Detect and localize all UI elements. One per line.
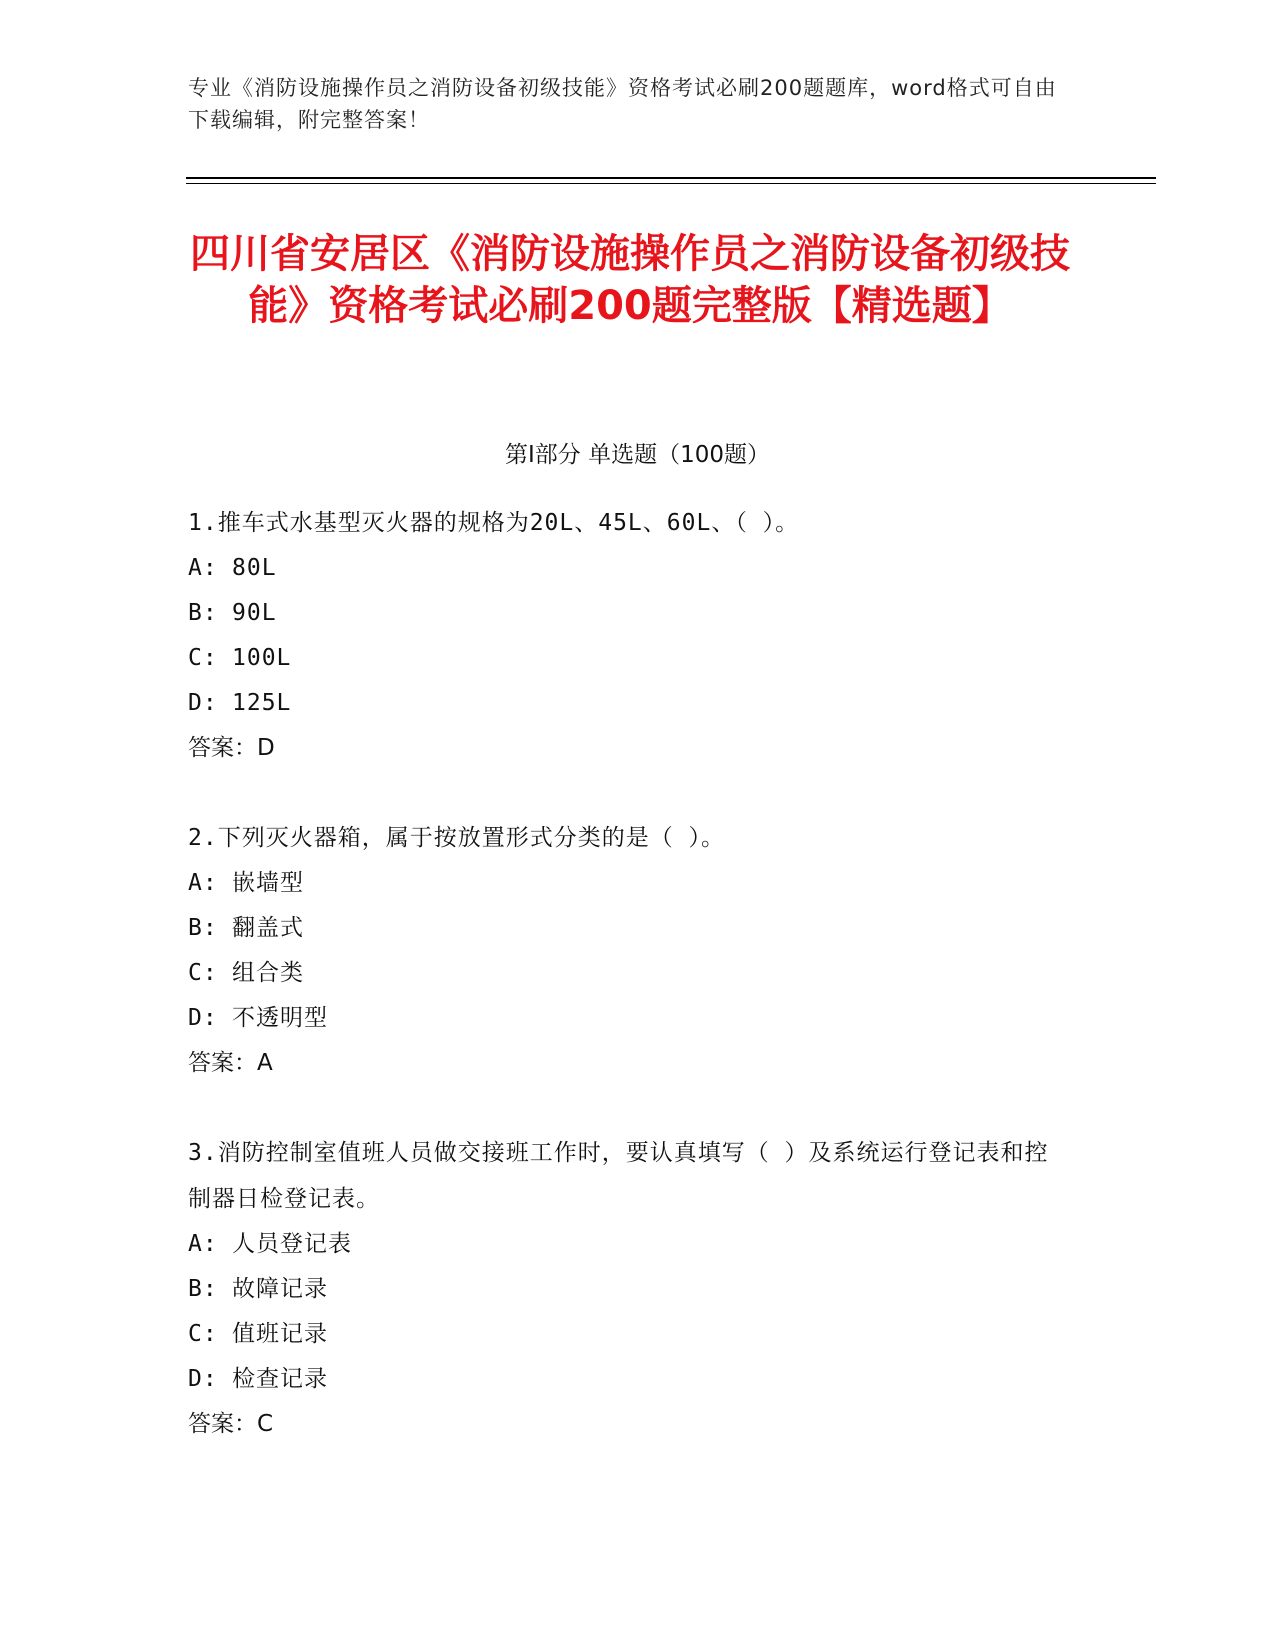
question-3 [188,1130,1068,1447]
question-1 [188,500,1068,771]
question-2 [188,815,1068,1086]
option-a [188,861,1068,906]
option-letter: B: [188,600,218,626]
option-d [188,1357,1068,1402]
option-text: 125L [232,690,292,716]
option-text: 组合类 [232,960,304,986]
option-letter: C: [188,960,218,986]
option-b [188,591,1068,636]
header-divider-thick [186,177,1156,179]
option-letter: C: [188,645,218,671]
option-letter: B: [188,915,218,941]
option-text: 值班记录 [232,1321,328,1347]
option-text: 嵌墙型 [232,870,304,896]
option-letter: D: [188,690,218,716]
question-stem: 1.推车式水基型灭火器的规格为20L、45L、60L、（ ）。 [188,510,800,536]
answer: 答案：A [188,1050,273,1076]
answer: 答案：C [188,1411,274,1437]
document-title: 四川省安居区《消防设施操作员之消防设备初级技能》资格考试必刷200题完整版【精选题】 [190,231,1070,329]
option-text: 翻盖式 [232,915,304,941]
option-d [188,996,1068,1041]
option-d [188,681,1068,726]
option-text: 100L [232,645,292,671]
option-text: 90L [232,600,277,626]
answer: 答案：D [188,735,275,761]
option-text: 80L [232,555,277,581]
header-note: 专业《消防设施操作员之消防设备初级技能》资格考试必刷200题题库，word格式可自由下载编辑，附完整答案！ [188,76,1057,132]
option-c [188,1312,1068,1357]
option-b [188,1267,1068,1312]
option-a [188,1222,1068,1267]
option-text: 故障记录 [232,1276,328,1302]
option-letter: D: [188,1366,218,1392]
option-letter: B: [188,1276,218,1302]
option-text: 人员登记表 [232,1231,352,1257]
section-title: 第I部分 单选题（100题） [505,442,770,468]
option-letter: C: [188,1321,218,1347]
option-b [188,906,1068,951]
option-c [188,951,1068,996]
option-text: 检查记录 [232,1366,328,1392]
question-stem: 2.下列灭火器箱，属于按放置形式分类的是（ ）。 [188,825,726,851]
option-c [188,636,1068,681]
option-letter: A: [188,870,218,896]
option-letter: A: [188,555,218,581]
option-letter: D: [188,1005,218,1031]
header-divider-thin [186,183,1156,184]
option-text: 不透明型 [232,1005,328,1031]
option-a [188,546,1068,591]
option-letter: A: [188,1231,218,1257]
question-stem: 3.消防控制室值班人员做交接班工作时，要认真填写（ ）及系统运行登记表和控制器日检登记表。 [188,1140,1049,1212]
